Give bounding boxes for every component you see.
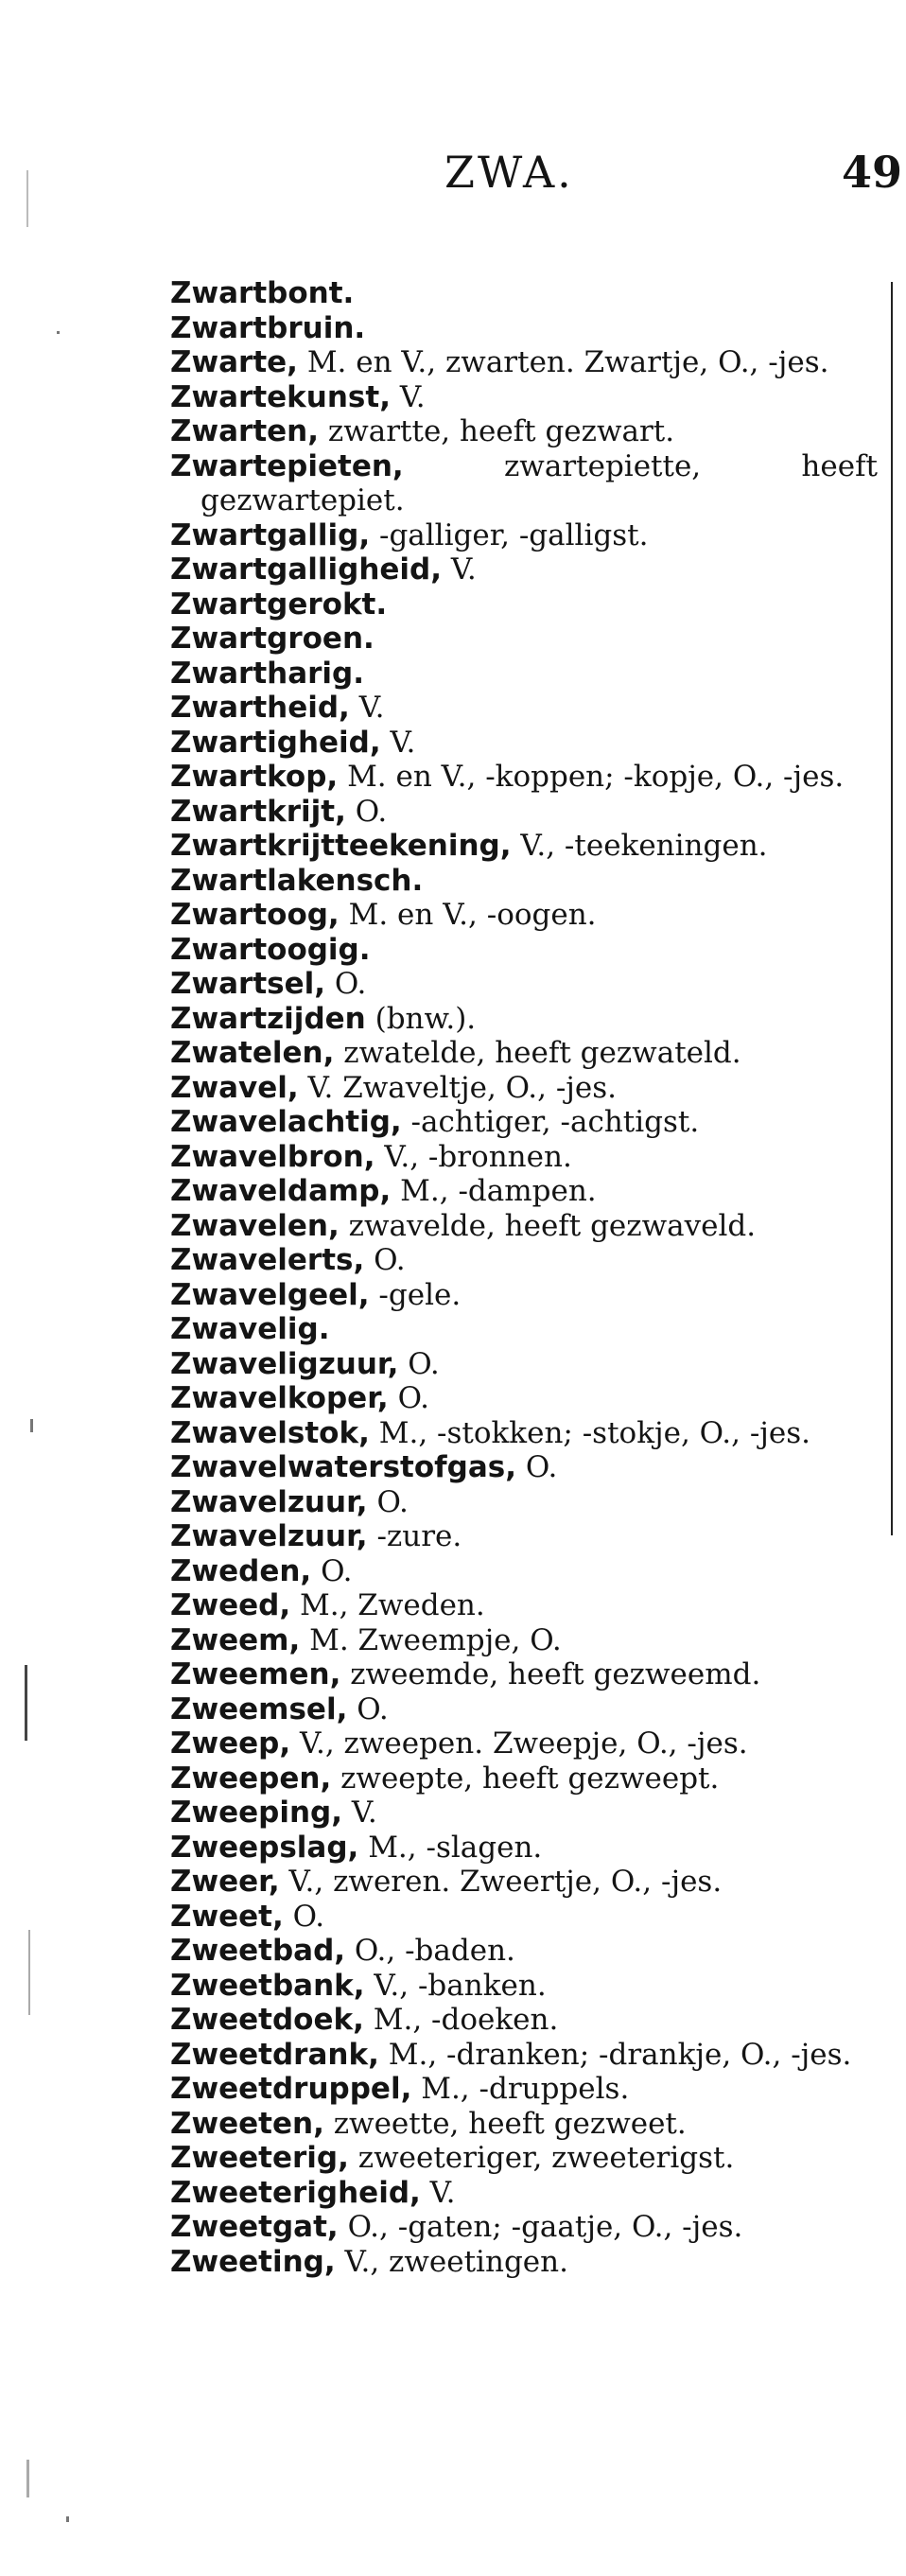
entry-headword: Zweetbad, [170,1934,346,1968]
entry-headword: Zweetdrank, [170,2037,379,2072]
dictionary-entry [170,864,878,899]
entry-headword: Zwartekunst, [170,379,391,414]
dictionary-entry [170,1209,878,1244]
entry-headword: Zweem, [170,1622,301,1657]
entry-definition: O. [376,1484,409,1519]
dictionary-entry [170,1450,878,1485]
entry-definition: V. [351,1796,377,1830]
entry-definition: M., -druppels. [421,2072,630,2106]
entry-definition: M. en V., zwarten. Zwartje, O., -jes. [306,345,829,379]
dictionary-entry [170,726,878,761]
entry-definition: O. [355,794,388,829]
entry-headword: Zweet, [170,1899,284,1934]
dictionary-entry [170,1519,878,1554]
entry-headword: Zwartgalligheid, [170,552,443,587]
dictionary-entry [170,1554,878,1589]
entry-headword: Zwatelen, [170,1036,335,1070]
dictionary-entry [170,2210,878,2245]
entry-headword: Zweetdoek, [170,2003,364,2037]
entry-headword: Zweeping, [170,1796,343,1830]
entry-headword: Zwavelen, [170,1208,340,1243]
dictionary-entry [170,1623,878,1658]
dictionary-entry [170,1865,878,1900]
dictionary-entry [170,1381,878,1416]
entry-definition: V. [450,552,477,587]
entry-headword: Zwartgroen. [170,622,375,656]
entry-headword: Zweetgat, [170,2210,339,2244]
entry-headword: Zwartbont. [170,276,355,310]
entry-definition: zweeteriger, zweeterigst. [357,2141,735,2175]
entry-definition: V. [390,725,416,760]
margin-speck [26,170,28,227]
dictionary-entry [170,1416,878,1451]
entry-headword: Zweep, [170,1726,291,1761]
entry-definition: M., -slagen. [368,1830,543,1865]
entry-definition: -achtiger, -achtigst. [410,1105,700,1139]
entry-definition: zwatelde, heeft gezwateld. [343,1036,741,1070]
dictionary-entry [170,1485,878,1520]
entry-definition: O. [292,1899,325,1934]
dictionary-entry [170,587,878,622]
dictionary-entry [170,2072,878,2107]
dictionary-entry [170,414,878,449]
dictionary-entry [170,1036,878,1071]
margin-speck [66,2516,69,2522]
entry-definition: O. [321,1553,353,1588]
dictionary-entry [170,1312,878,1347]
dictionary-entry [170,1174,878,1209]
entry-headword: Zweden, [170,1553,312,1588]
entry-headword: Zweepen, [170,1761,332,1796]
entry-headword: Zwavelig. [170,1312,330,1346]
entry-headword: Zweemen, [170,1657,341,1691]
dictionary-entry [170,2245,878,2280]
entry-definition: zwavelde, heeft gezwaveld. [348,1208,757,1243]
entry-headword: Zwartsel, [170,967,326,1001]
entry-headword: Zweer, [170,1865,280,1899]
entry-headword: Zweeting, [170,2244,336,2279]
entry-definition: -zure. [376,1519,462,1553]
dictionary-entry [170,1934,878,1969]
dictionary-entry [170,380,878,415]
dictionary-entry [170,691,878,726]
page-header-title: ZWA. [444,147,574,198]
entry-list [170,276,878,2279]
entry-headword: Zweeten, [170,2106,324,2141]
entry-headword: Zwartgerokt. [170,587,388,622]
entry-definition: V. [399,379,426,414]
dictionary-entry [170,2038,878,2073]
entry-definition: (bnw.). [375,1001,477,1036]
entry-headword: Zwavelzuur, [170,1484,368,1519]
column-divider-rule [891,282,893,1535]
entry-headword: Zwartzijden [170,1001,366,1036]
dictionary-entry [170,1761,878,1796]
entry-headword: Zwavelgeel, [170,1277,370,1312]
dictionary-entry [170,1657,878,1692]
entry-definition: zweemde, heeft gezweemd. [350,1657,761,1691]
entry-definition: zwartepiette, heeft gezwartepiet. [200,448,878,517]
entry-headword: Zwaveldamp, [170,1174,392,1208]
entry-definition: M., -dampen. [400,1174,597,1208]
dictionary-entry [170,1726,878,1761]
entry-definition: V. Zwaveltje, O., -jes. [307,1070,618,1105]
entry-definition: V., zweetingen. [344,2244,568,2279]
entry-headword: Zwartlakensch. [170,863,424,898]
entry-headword: Zwavelwaterstofgas, [170,1450,516,1484]
entry-definition: -gele. [378,1277,462,1312]
entry-definition: V., -banken. [374,1968,547,2003]
entry-headword: Zweetdruppel, [170,2072,412,2106]
entry-headword: Zwarten, [170,414,320,448]
entry-definition: O. [334,967,367,1001]
entry-definition: O. [525,1450,558,1484]
entry-definition: O. [374,1243,406,1277]
entry-headword: Zweeterig, [170,2141,349,2175]
margin-speck [57,331,60,334]
entry-definition: V., -bronnen. [384,1139,572,1174]
margin-speck [28,1930,30,2015]
entry-headword: Zwartkrijt, [170,794,346,829]
dictionary-entry [170,1796,878,1831]
entry-definition: -galliger, -galligst. [378,517,649,552]
entry-definition: O. [357,1691,389,1726]
dictionary-entry [170,622,878,657]
entry-definition: zweette, heeft gezweet. [333,2106,687,2141]
dictionary-entry [170,2003,878,2038]
entry-headword: Zwavelkoper, [170,1381,389,1415]
entry-definition: O. [397,1381,430,1415]
entry-headword: Zwavel, [170,1070,299,1105]
entry-headword: Zwartoogig. [170,932,371,967]
dictionary-entry [170,345,878,380]
dictionary-entry [170,760,878,795]
entry-headword: Zwavelstok, [170,1415,370,1450]
entry-headword: Zwavelerts, [170,1243,365,1277]
dictionary-entry [170,1071,878,1106]
dictionary-entry [170,1278,878,1313]
entry-definition: O. [408,1346,440,1381]
dictionary-entry [170,552,878,587]
dictionary-entry [170,1588,878,1623]
entry-headword: Zweetbank, [170,1968,365,2003]
entry-definition: M., Zweden. [300,1588,485,1622]
dictionary-entry [170,1105,878,1140]
entry-definition: zwartte, heeft gezwart. [327,414,675,448]
dictionary-entry [170,933,878,968]
entry-definition: V., zweren. Zweertje, O., -jes. [288,1865,723,1899]
dictionary-entry [170,2141,878,2176]
entry-definition: M., -stokken; -stokje, O., -jes. [378,1415,811,1450]
entry-definition: M. Zweempje, O. [309,1622,562,1657]
entry-headword: Zwarte, [170,345,298,379]
dictionary-entry [170,795,878,830]
entry-headword: Zweemsel, [170,1691,348,1726]
dictionary-entry [170,1140,878,1175]
dictionary-entry [170,276,878,311]
dictionary-entry [170,311,878,346]
entry-headword: Zwartbruin. [170,310,366,345]
entry-headword: Zwartkop, [170,760,339,794]
entry-headword: Zwartigheid, [170,725,381,760]
dictionary-entry [170,1692,878,1727]
dictionary-entry [170,449,878,518]
entry-headword: Zwavelachtig, [170,1105,402,1139]
dictionary-entry [170,1969,878,2004]
entry-headword: Zweed, [170,1588,291,1622]
entry-headword: Zwartkrijtteekening, [170,829,512,863]
margin-speck [26,2460,29,2497]
dictionary-entry [170,898,878,933]
dictionary-entry [170,1900,878,1935]
dictionary-entry [170,1831,878,1866]
entry-definition: M. en V., -koppen; -kopje, O., -jes. [347,760,845,794]
entry-definition: V., -teekeningen. [520,829,768,863]
entry-headword: Zwartoog, [170,898,340,932]
dictionary-entry [170,2176,878,2211]
entry-headword: Zwartharig. [170,656,365,691]
entry-headword: Zwaveligzuur, [170,1346,399,1381]
dictionary-entry [170,1002,878,1037]
dictionary-entry [170,1347,878,1382]
entry-definition: M., -doeken. [373,2003,559,2037]
page-number: 49 [842,147,903,198]
dictionary-entry [170,1243,878,1278]
entry-headword: Zwavelbron, [170,1139,375,1174]
entry-definition: V. [429,2175,456,2210]
entry-definition: M. en V., -oogen. [348,898,597,932]
entry-definition: O., -gaten; -gaatje, O., -jes. [347,2210,743,2244]
entry-headword: Zwartepieten, [170,448,404,483]
margin-speck [30,1419,33,1432]
entry-definition: V. [358,691,385,725]
entry-headword: Zweeterigheid, [170,2175,421,2210]
entry-headword: Zwartheid, [170,691,350,725]
entry-definition: zweepte, heeft gezweept. [340,1761,720,1796]
dictionary-entry [170,2107,878,2142]
entry-definition: O., -baden. [354,1934,515,1968]
entry-definition: M., -dranken; -drankje, O., -jes. [388,2037,852,2072]
dictionary-entry [170,829,878,864]
dictionary-entry [170,657,878,692]
dictionary-entry [170,518,878,553]
entry-headword: Zwavelzuur, [170,1519,368,1553]
entry-headword: Zwartgallig, [170,517,371,552]
margin-speck [25,1665,27,1741]
entry-definition: V., zweepen. Zweepje, O., -jes. [300,1726,748,1761]
dictionary-entry [170,967,878,1002]
entry-headword: Zweepslag, [170,1830,359,1865]
